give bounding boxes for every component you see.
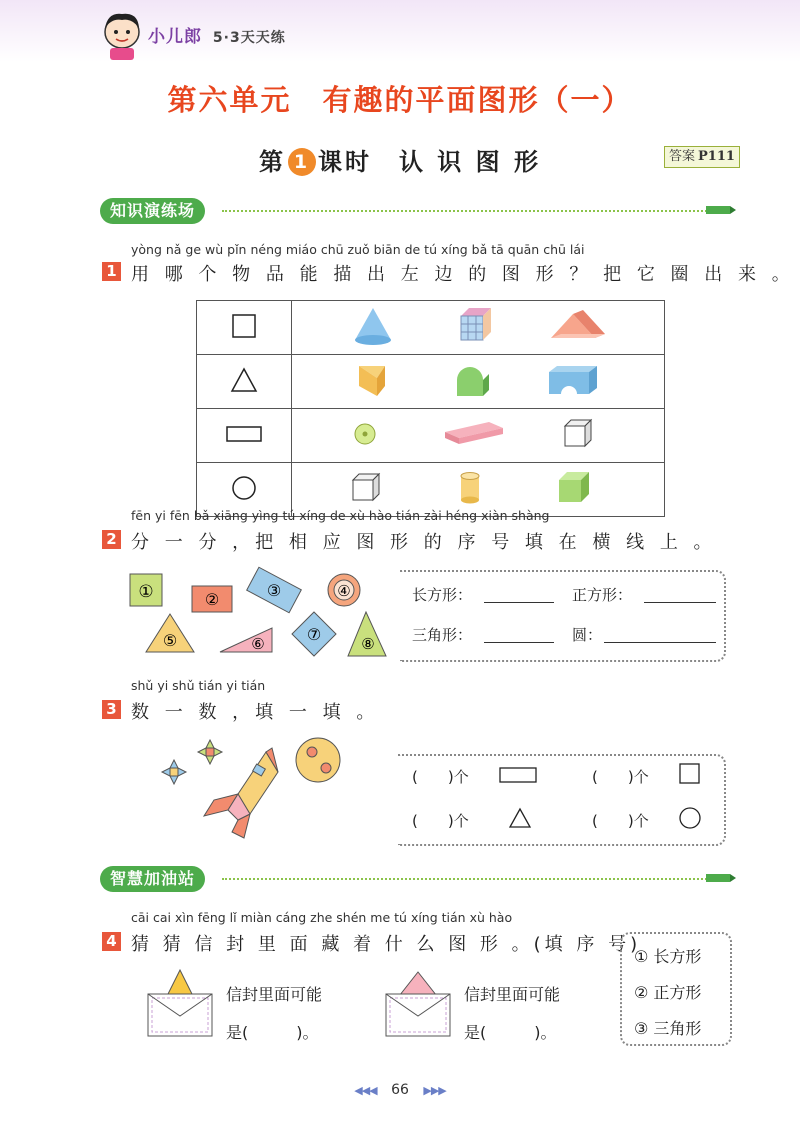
cylinder-icon[interactable] [461, 473, 479, 504]
page-footer [0, 1082, 800, 1098]
answer-page: P111 [698, 149, 735, 164]
eraser-icon[interactable] [445, 422, 503, 444]
envelope-2-line1: 信封里面可能 [464, 985, 561, 1004]
shape-5-triangle [146, 614, 194, 652]
envelope-2-icon [382, 966, 454, 1040]
shape-3-rectangle [247, 567, 302, 612]
circle-shape-icon [229, 473, 259, 503]
table-row [197, 301, 665, 355]
triangle-shape-icon [508, 806, 532, 830]
arrows-left-icon: ◀◀◀ [354, 1084, 377, 1097]
rocket-icon [204, 748, 278, 838]
q1-pinyin: yòng nǎ ge wù pǐn néng miáo chū zuǒ biān de tú xíng bǎ tā quān chū lái [131, 242, 585, 257]
brand-name: 小儿郎 [148, 27, 202, 47]
brand-title [148, 22, 286, 47]
answer-label: 答案 [669, 149, 696, 164]
arrows-right-icon: ▶▶▶ [423, 1084, 446, 1097]
square-count-blank[interactable]: ( )个 [592, 768, 649, 786]
triangle-blank[interactable] [484, 642, 554, 643]
q1-row4-objects [293, 464, 663, 511]
circle-count-blank[interactable]: ( )个 [592, 812, 649, 830]
arch-block-icon[interactable] [457, 367, 489, 396]
disc-icon[interactable] [355, 424, 375, 444]
shape-label: ① [138, 582, 154, 602]
q3-pinyin: shǔ yi shǔ tián yi tián [131, 678, 266, 693]
q4-text: 猜 猜 信 封 里 面 藏 着 什 么 图 形 。(填 序 号) [131, 934, 642, 955]
shape-4-circle [328, 574, 360, 606]
star-icon [198, 740, 222, 764]
section-practice: 知识演练场 [100, 198, 205, 224]
option-rectangle: ① 长方形 [634, 947, 702, 966]
q1-number: 1 [102, 262, 121, 281]
q1-table [196, 300, 665, 517]
triangular-prism-icon[interactable] [551, 310, 605, 338]
shape-label: ③ [266, 581, 282, 600]
option-triangle: ③ 三角形 [634, 1019, 702, 1038]
envelope-1-line1: 信封里面可能 [226, 985, 323, 1004]
pencil-icon [706, 871, 736, 885]
rect-blank[interactable] [484, 602, 554, 603]
q3-text: 数 一 数 ，填 一 填 。 [131, 702, 380, 723]
triangle-count-blank[interactable]: ( )个 [412, 812, 469, 830]
shape-label: ⑧ [361, 635, 375, 653]
circle-label: 圆： [572, 626, 603, 644]
object-cell [292, 355, 665, 409]
square-shape-icon [678, 762, 702, 786]
shape-label: ② [204, 590, 220, 609]
square-label: 正方形： [572, 586, 633, 604]
brand-series: 5·3天天练 [212, 30, 286, 46]
q1-row3-objects [293, 410, 663, 457]
green-cube-icon[interactable] [559, 472, 589, 502]
rubik-cube-icon[interactable] [461, 308, 491, 340]
q2-text: 分 一 分 ，把 相 应 图 形 的 序 号 填 在 横 线 上 。 [131, 532, 717, 553]
shape-label: ⑥ [251, 635, 265, 653]
box-icon[interactable] [353, 474, 379, 500]
rect-label: 长方形： [412, 586, 473, 604]
shape-6-triangle [220, 628, 272, 653]
q2-number: 2 [102, 530, 121, 549]
rect-count-blank[interactable]: ( )个 [412, 768, 469, 786]
square-blank[interactable] [644, 602, 716, 603]
table-row [197, 409, 665, 463]
lesson-number: 1 [288, 148, 316, 176]
lesson-suffix: 课时 认 识 图 形 [317, 148, 542, 176]
mascot-icon [98, 10, 146, 62]
cone-icon[interactable] [355, 308, 391, 345]
q2-pinyin: fēn yi fēn bǎ xiāng yìng tú xíng de xù hào tián zài héng xiàn shàng [131, 508, 550, 523]
q1-row1-objects [293, 302, 663, 349]
prism-block-icon[interactable] [359, 366, 385, 396]
q3-number: 3 [102, 700, 121, 719]
pencil-icon [706, 203, 736, 217]
section-wisdom: 智慧加油站 [100, 866, 205, 892]
bridge-block-icon[interactable] [549, 366, 597, 394]
section-divider [222, 878, 710, 880]
q2-shapes [126, 566, 390, 662]
section-divider [222, 210, 710, 212]
square-shape-icon [229, 311, 259, 341]
page-number: 66 [391, 1082, 409, 1098]
envelope-2-answer[interactable]: 是( )。 [464, 1023, 557, 1042]
envelope-1-answer[interactable]: 是( )。 [226, 1023, 319, 1042]
lesson-prefix: 第 [258, 148, 286, 176]
option-square: ② 正方形 [634, 983, 702, 1002]
q1-text: 用 哪 个 物 品 能 描 出 左 边 的 图 形 ？ 把 它 圈 出 来 。 [131, 264, 795, 285]
q1-row2-objects [293, 356, 663, 403]
shape-cell [197, 355, 292, 409]
shape-label: ④ [337, 582, 351, 600]
unit-title: 第六单元 有趣的平面图形（一） [167, 83, 633, 117]
circle-blank[interactable] [604, 642, 716, 643]
shape-cell [197, 301, 292, 355]
rectangle-shape-icon [498, 764, 540, 786]
object-cell [292, 409, 665, 463]
table-row [197, 355, 665, 409]
cube-icon[interactable] [565, 420, 591, 446]
shape-8-triangle [348, 612, 386, 656]
object-cell [292, 301, 665, 355]
shape-cell [197, 409, 292, 463]
rocket-picture-icon [154, 734, 354, 844]
shape-2-rectangle [192, 586, 232, 612]
q4-number: 4 [102, 932, 121, 951]
rectangle-shape-icon [224, 419, 264, 449]
circle-shape-icon [678, 806, 702, 830]
q4-pinyin: cāi cai xìn fēng lǐ miàn cáng zhe shén me tú xíng tián xù hào [131, 910, 513, 925]
shape-1-square [130, 574, 162, 606]
shape-7-square [292, 612, 336, 656]
planet-icon [296, 738, 340, 782]
shape-label: ⑤ [162, 631, 178, 650]
shape-label: ⑦ [306, 625, 322, 644]
star-icon [162, 760, 186, 784]
envelope-1-icon [144, 966, 216, 1040]
answer-badge[interactable] [664, 146, 740, 168]
triangle-shape-icon [229, 365, 259, 395]
triangle-label: 三角形： [412, 626, 473, 644]
